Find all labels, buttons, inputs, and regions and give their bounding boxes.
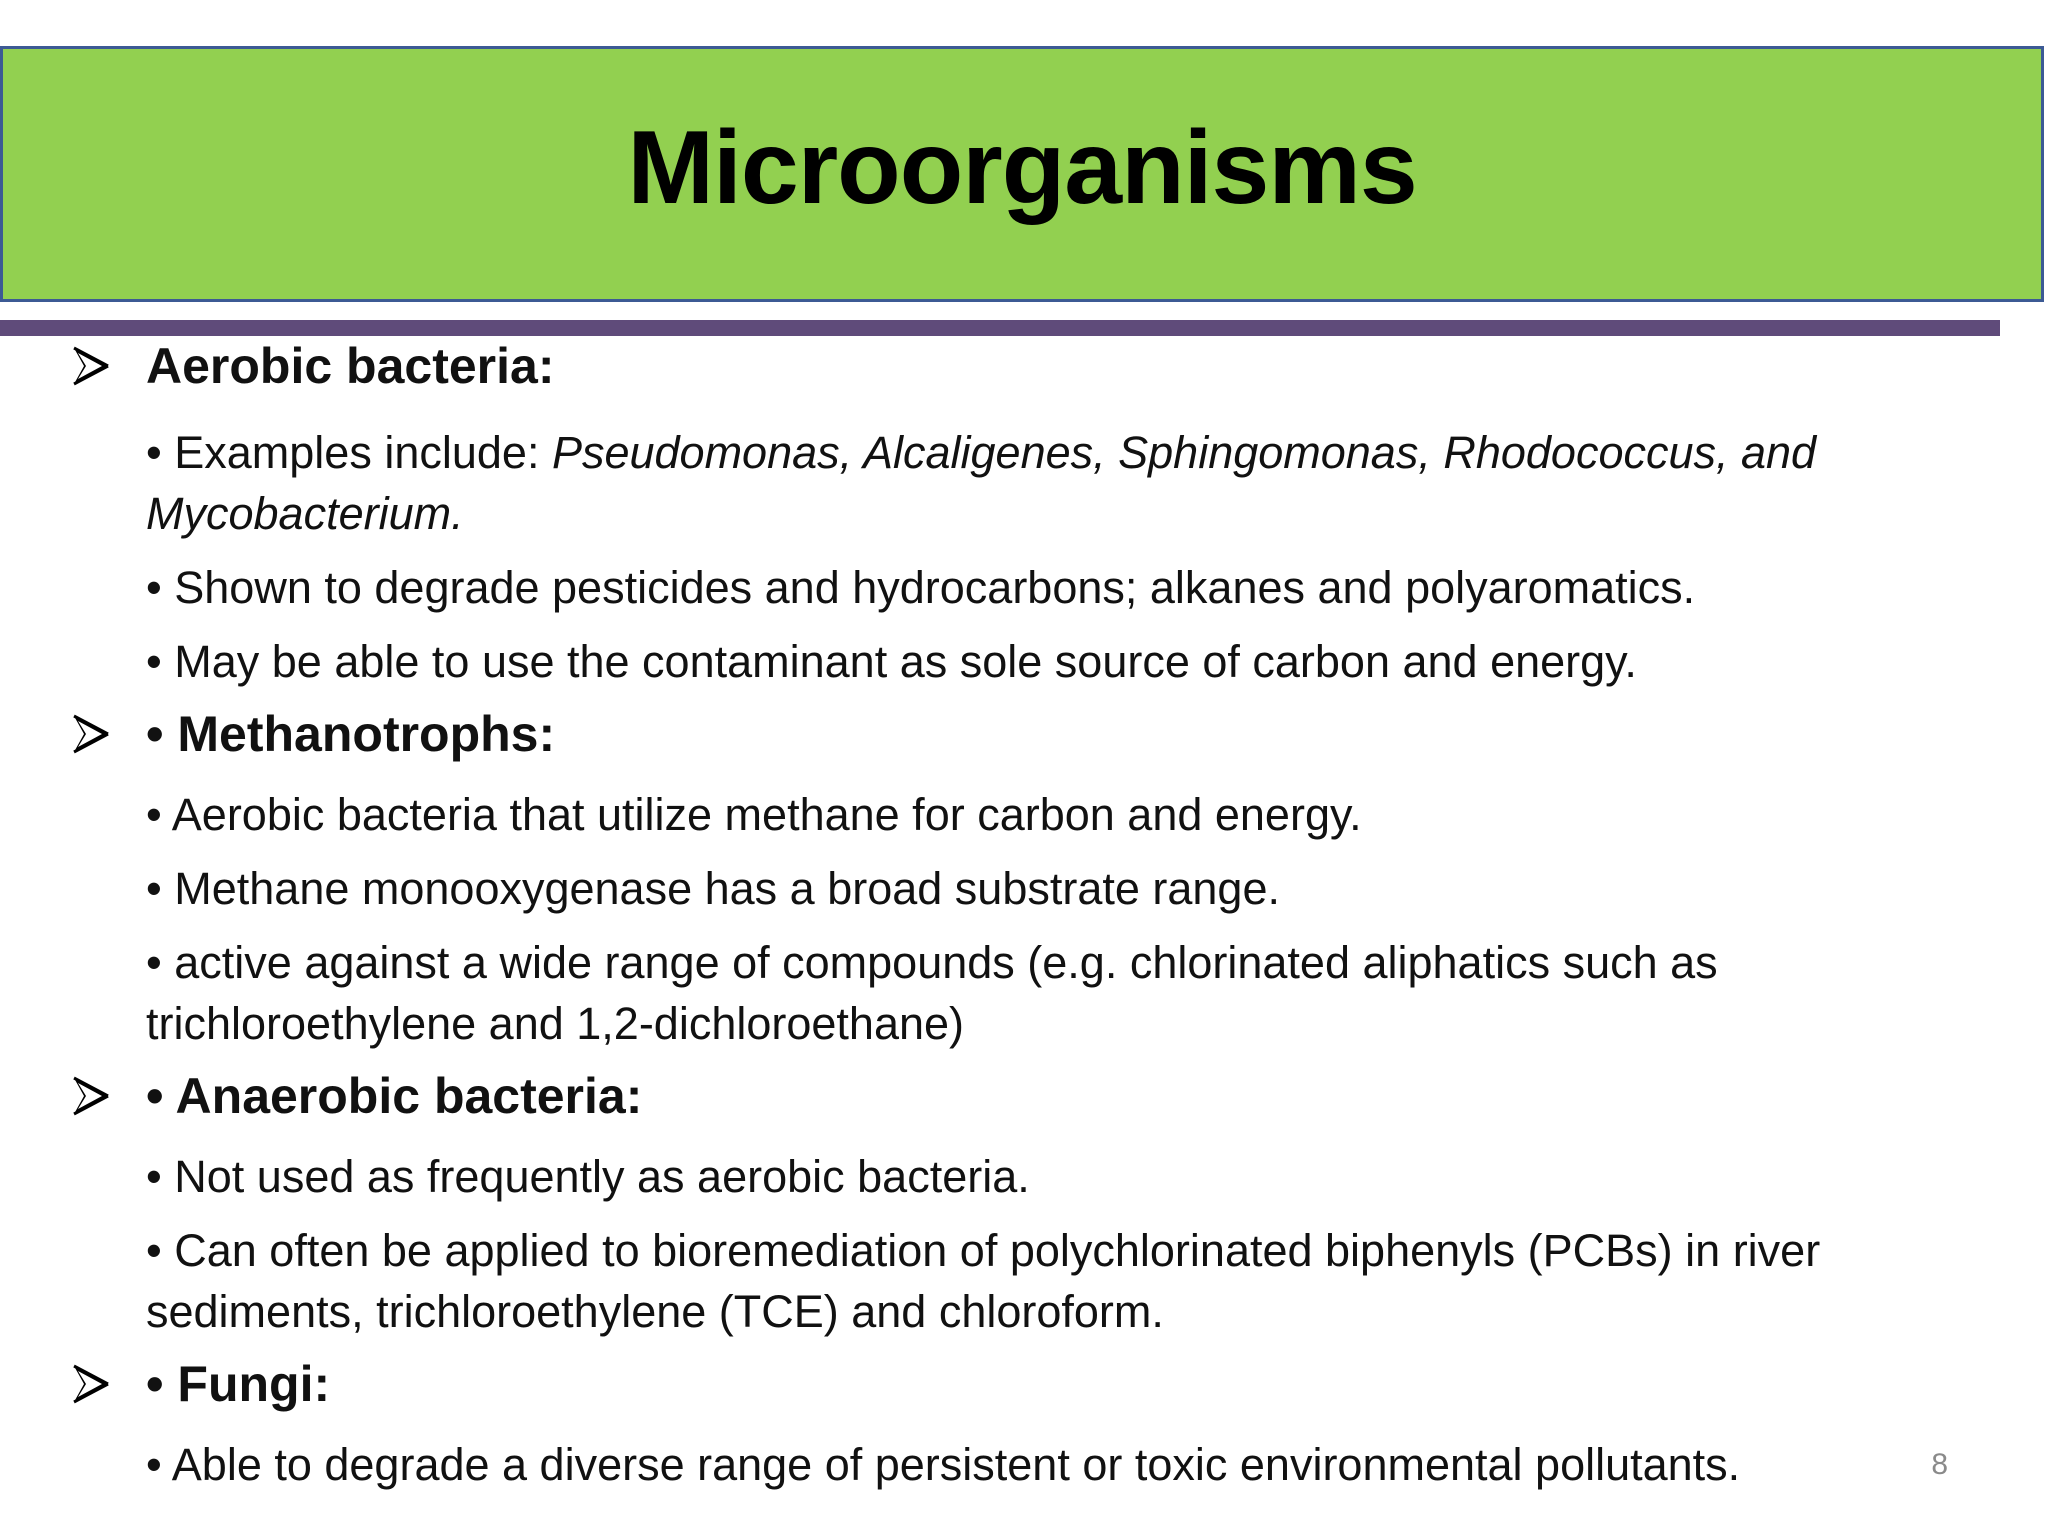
item-text: • Not used as frequently as aerobic bacteria.: [146, 1151, 1030, 1202]
list-item: [0, 631, 1946, 692]
slide-content: [0, 336, 2048, 1495]
slide-title: Microorganisms: [627, 109, 1417, 226]
item-text: • May be able to use the contaminant as sole source of carbon and energy.: [146, 636, 1637, 687]
arrowhead-bullet-icon: [72, 714, 110, 754]
section-heading-anaerobic: [0, 1066, 2048, 1126]
list-item: [0, 557, 1946, 618]
item-text: • Aerobic bacteria that utilize methane for carbon and energy.: [146, 789, 1362, 840]
list-item: [0, 932, 1946, 1054]
heading-text: • Methanotrophs:: [146, 706, 556, 762]
item-text: • Can often be applied to bioremediation of polychlorinated biphenyls (PCBs) in river sediments, trichloroethylene (TCE) and chloroform.: [146, 1225, 1821, 1337]
section-heading-fungi: [0, 1354, 2048, 1414]
page-number: 8: [1931, 1448, 1948, 1481]
item-text: • Methane monooxygenase has a broad substrate range.: [146, 863, 1280, 914]
item-text: • Able to degrade a diverse range of persistent or toxic environmental pollutants.: [146, 1439, 1741, 1490]
item-text: • active against a wide range of compounds (e.g. chlorinated aliphatics such as trichloroethylene and 1,2-dichloroethane): [146, 937, 1718, 1049]
arrowhead-bullet-icon: [72, 346, 110, 386]
list-item: [0, 422, 1946, 544]
list-item: [0, 858, 1946, 919]
divider-bar: [0, 320, 2000, 336]
section-heading-methanotrophs: [0, 704, 2048, 764]
title-banner: [0, 46, 2044, 302]
heading-text: Aerobic bacteria:: [146, 338, 555, 394]
list-item: [0, 1434, 1946, 1495]
item-text: • Shown to degrade pesticides and hydrocarbons; alkanes and polyaromatics.: [146, 562, 1696, 613]
list-item: [0, 784, 1946, 845]
list-item: [0, 1146, 1946, 1207]
arrowhead-bullet-icon: [72, 1076, 110, 1116]
species-names: Pseudomonas, Alcaligenes, Sphingomonas, Rhodococcus, and Mycobacterium.: [146, 427, 1817, 539]
arrowhead-bullet-icon: [72, 1364, 110, 1404]
heading-text: • Fungi:: [146, 1356, 331, 1412]
heading-text: • Anaerobic bacteria:: [146, 1068, 643, 1124]
list-item: [0, 1220, 1946, 1342]
section-heading-aerobic: [0, 336, 2048, 396]
example-prefix: • Examples include:: [146, 427, 552, 478]
